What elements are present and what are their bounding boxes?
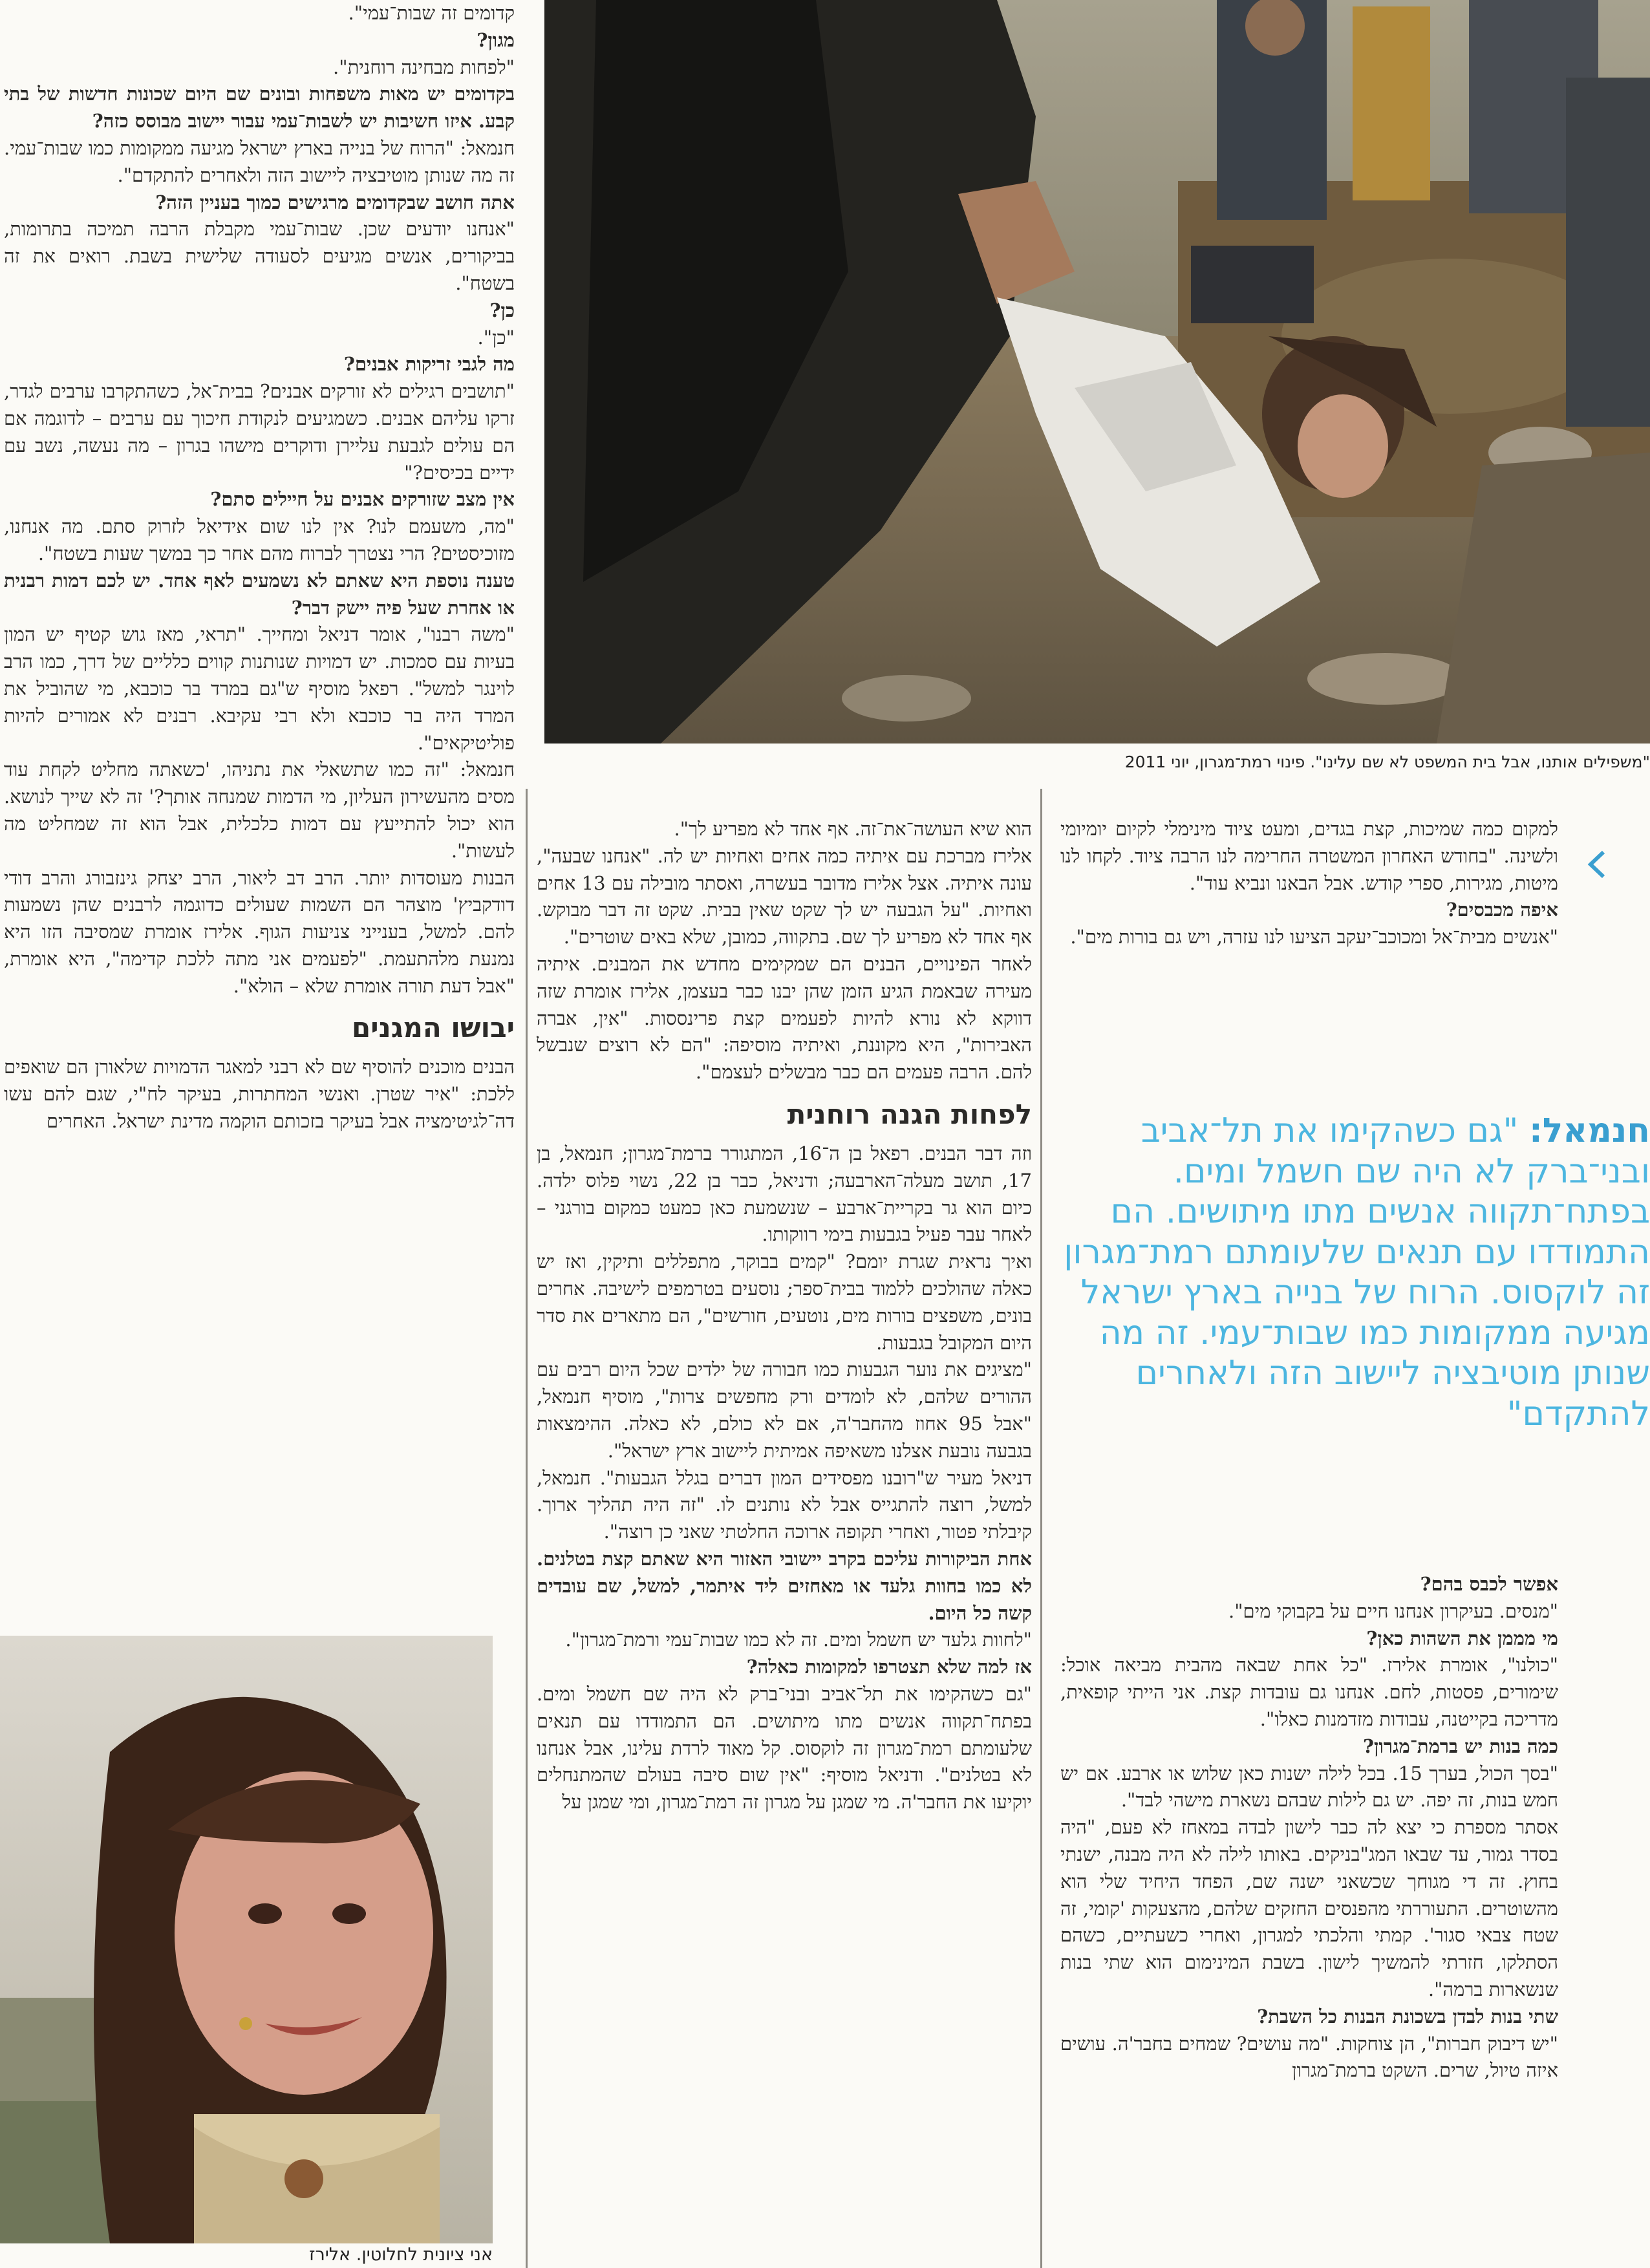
paragraph: "גם כשהקימו את תל־אביב ובני־ברק לא היה שם חשמל ומים. בפתח־תקווה אנשים מתו מיתושים. הם התמודדו עם תנאים שלעומתם רמת־מגרון זה לוקסוס. קל מאוד לרדת עלינו, אבל אנחנו לא בטלנים". ודניאל מוסיף: "אין שום סיבה בעולם שהמתנחלים יוקיעו את החבר'ה. מי שמגן על מגרון זה רמת־מגרון, ומי שמגן על [537, 1682, 1032, 1813]
main-photo [544, 0, 1650, 744]
paragraph: "כולנו", אומרת אלירז. "כל אחת שבאה מהבית מביאה אוכל: שימורים, פסטות, לחם. אנחנו גם עובדות קצת. אני הייתי קופאית, מדריכה בקייטנה, עבודות מזדמנות כאלו". [1060, 1654, 1558, 1730]
paragraph: "בסך הכול, בערך 15. בכל לילה ישנות כאן שלוש או ארבע. אם יש חמש בנות, זה יפה. יש גם לילות שבהם נשארת מישהי לבד". [1060, 1762, 1558, 1812]
paragraph: אסתר מספרת כי יצא לה כבר לישון לבדה במאחז לא פעם, "היה בסדר גמור, עד שבאו המג"בניקים. באותו לילה לא היה מבנה, ישנתי בחוץ. זה די מגוחך שכשאני ישנה שם, הפחד היחיד שלי הוא מהשוטרים. התעוררתי מהפנסים החזקים שלהם, מהצעקות 'קומי, זה שטח צבאי סגור'. קמתי והלכתי למגרון, ואחרי כשעתיים, כשהם הסתלקו, חזרתי להמשיך לישון. בשבת המינימום הוא שתי בנות שנשארות ברמה". [1060, 1816, 1558, 2000]
question: אין מצב שזורקים אבנים על חיילים סתם? [210, 488, 515, 511]
paragraph: למקום כמה שמיכות, קצת בגדים, ומעט ציוד מינימלי לקיום יומיומי ולשינה. "בחודש האחרון המשטרה החרימה לנו הרבה ציוד. לקחו לנו מיטות, מגירות, ספרי קודש. אבל הבאנו ונביא עוד". [1060, 818, 1558, 894]
question: אז למה שלא תצטרפו למקומות כאלה? [746, 1656, 1032, 1678]
right-column-bottom [1060, 1571, 1558, 2268]
middle-column [537, 816, 1032, 2268]
paragraph: הבנים מוכנים להוסיף שם לא רבני למאגר הדמויות שלאורן הם שואפים ללכת: "איר שטרן. ואנשי המחתרות, בעיקר לח"י, שגם להם עשו דה־לגיטימציה אבל בעיקר בזכותם הוקמה מדינת ישראל. האחרים [4, 1056, 515, 1133]
question: כן? [489, 299, 515, 321]
column-divider [526, 789, 528, 2268]
paragraph: הבנות מעוסדות יותר. הרב דב ליאור, הרב יצחק גינזבורג והרב דודי דודקביץ' מוצהר הם השמות שעולים כדוגמה לרבנים שהן נשמעות להם. למשל, בענייני צניעות הגוף. אלירז אומרת שמסיבה הזו היא נמנעת מלהתעמת. "לפעמים אני מתה ללכת קדימה", היא אומרת, "אבל דעת תורה אומרת שלא – הולא". [4, 866, 515, 997]
paragraph: אלירז מברכת עם איתיה כמה אחים ואחיות יש לה. "אנחנו שבעה", עונה איתיה. אצל אלירז מדובר בעשרה, ואסתר מובילה עם 13 אחים ואחיות. "על הגבעה יש לך שקט שאין בבית. שקט זה דבר מבוקש. אף אחד לא מפריע לך שם. בתקווה, כמובן, שלא באים שוטרים". [537, 844, 1032, 948]
paragraph: "מה, משעמם לנו? אין לנו שום אידיאל לזרוק סתם. מה אנחנו, מזוכיסטים? הרי נצטרך לברוח מהם אחר כך במשך שעות בשטח". [4, 515, 515, 564]
paragraph: "תושבים רגילים לא זורקים אבנים? בבית־אל, כשהתקרבו ערבים לגדר, זרקו עליהם אבנים. כשמגיעים לנקודת חיכוך עם ערבים – לדוגמה אם הם עולים לגבעת עליירן ודוקרים מישהו בגרון – מה נעשה, נשב עם ידיים בכיסים?" [4, 380, 515, 484]
paragraph: "יש דיבוק חברות", הן צוחקות. "מה עושים? שמחים בחבר'ה. עושים איזה טיול, שרים. השקט ברמת־מגרון [1060, 2032, 1558, 2082]
paragraph: קדומים זה שבות־עמי". [348, 2, 515, 24]
chevron-left-icon [1584, 848, 1610, 881]
portrait-photo [0, 1636, 493, 2243]
paragraph: "משה רבנו", אומר דניאל ומחייך. "תראי, מאז גוש קטיף יש המון בעיות עם סמכות. יש דמויות שנותנות קווים כלליים של דרך, כמו הרב לוינגר למשל". רפאל מוסיף ש"גם במרד בר כוכבא, מי שהוביל את המרד היה בר כוכבא ולא רבי עקיבא. רבנים לא אמורים להיות פוליטיקאים". [4, 623, 515, 754]
question: טענה נוספת היא שאתם לא נשמעים לאף אחד. יש לכם דמות רבנית או אחרת שעל פיה יישק דבר? [4, 569, 515, 619]
paragraph: "כן". [477, 326, 515, 348]
question: כמה בנות יש ברמת־מגרון? [1363, 1735, 1558, 1757]
left-column [4, 0, 515, 1626]
pull-quote [1051, 1111, 1650, 1518]
question: בקדומים יש מאות משפחות ובונים שם היום שכונות חדשות של בתי קבע. איזו חשיבות יש לשבות־עמי עבור יישוב מבוסס כזה? [4, 83, 515, 133]
question: מגון? [477, 28, 515, 51]
question: אתה חושב שבקדומים מרגישים כמוך בעניין הזה? [155, 191, 515, 213]
portrait-caption: אני ציונית לחלוטין. אלירז [309, 2245, 493, 2265]
question: מי מממן את השהות כאן? [1366, 1627, 1558, 1649]
portrait-image [0, 1636, 493, 2243]
question: אפשר לכבס בהם? [1420, 1573, 1558, 1595]
paragraph: "מנסים. בעיקרון אנחנו חיים על בקבוקי מים". [1228, 1599, 1558, 1622]
paragraph: "לחוות גלעד יש חשמל ומים. זה לא כמו שבות־עמי ורמת־מגרון". [565, 1629, 1032, 1651]
pull-quote-text: "גם כשהקימו את תל־אביב ובני־ברק לא היה שם חשמל ומים. בפתח־תקווה אנשים מתו מיתושים. הם התמודדו עם תנאים שלעומתם רמת־מגרון זה לוקסוס. הרוח של בנייה בארץ ישראל מגיעה ממקומות כמו שבות־עמי. זה מה שנותן מוטיבציה ליישוב הזה ולאחרים להתקדם" [1064, 1111, 1650, 1433]
section-heading: יבושו המגנים [352, 1012, 515, 1044]
question: אחת הביקורות עליכם בקרב יישובי האזור היא שאתם קצת בטלנים. לא כמו בחוות גלעד או מאחזים ליד איתמר, למשל, שם עובדים קשה כל היום. [537, 1547, 1032, 1624]
pull-quote-speaker: חנמאל: [1528, 1111, 1650, 1150]
paragraph: "אנשים מבית־אל ומכוכב־יעקב הציעו לנו עזרה, ויש גם בורות מים". [1070, 926, 1558, 948]
paragraph: "מציגים את נוער הגבעות כמו חבורה של ילדים שכל היום רבים עם ההורים שלהם, לא לומדים ורק מחפשים צרות", מוסיף חנמאל, "אבל 95 אחוז מהחבר'ה, אם לא כולם, לא כאלה. ההימצאות בגבעה נובעת אצלנו משאיפה אמיתית ליישוב ארץ ישראל". [537, 1358, 1032, 1462]
question: איפה מכבסים? [1446, 899, 1558, 921]
section-heading: לפחות הגנה רוחנית [787, 1098, 1032, 1130]
eviction-scene-image [544, 0, 1650, 744]
paragraph: וזה דבר הבנים. רפאל בן ה־16, המתגורר ברמת־מגרון; חנמאל, בן 17, תושב מעלה־הארבעה; ודניאל, כבר בן 22, נשוי פלוס ילדה. כיום הוא גר בקריית־ארבע – שנשמעת כאן כמעט כמקום בורגני – לאחר עבר פעיל בגבעות בימי רווקותו. [537, 1142, 1032, 1246]
paragraph: לאחר הפינויים, הבנים הם שמקימים מחדש את המבנים. איתיה מעירה שבאמת הגיע הזמן שהן יבנו כבר בעצמן, אלירז אומרת שזה דווקא לא נורא להיות לפעמים קצת פרינססות. "אין, אברה האבירות", היא מקוננת, ואיתיה מוסיפה: "הם לא רוצים שנבשל להם. הרבה פעמים הם כבר מבשלים לעצמם". [537, 952, 1032, 1084]
paragraph: חנמאל: "הרוח של בנייה בארץ ישראל מגיעה ממקומות כמו שבות־עמי. זה מה שנותן מוטיבציה ליישוב הזה ולאחרים להתקדם". [4, 136, 515, 186]
question: שתי בנות לבדן בשכונת הבנות כל השבת? [1257, 2005, 1558, 2027]
paragraph: "לפחות מבחינה רוחנית". [333, 56, 515, 78]
paragraph: ואיך נראית שגרת יומם? "קמים בבוקר, מתפללים ותיקין, ואז יש כאלה שהולכים ללמוד בבית־ספר; נוסעים בטרמפים לישיבה. אחרים בונים, משפצים בורות מים, נוטעים, חורשים", הם מתארים את סדר היום המקובל בגבעות. [537, 1250, 1032, 1354]
column-divider [1040, 789, 1042, 2268]
paragraph: חנמאל: "זה כמו שתשאלי את נתניהו, 'כשאתה מחליט לקחת עוד מסים מהעשירון העליון, מי הדמות שמנחה אותך?' זה לא שייך לנושא. הוא יכול להתייעץ עם דמות כלכלית, אבל הוא זה שמחליט מה לעשות". [4, 758, 515, 862]
paragraph: דניאל מעיר ש"רובנו מפסידים המון דברים בגלל הגבעות". חנמאל, למשל, רוצה להתגייס אבל לא נותנים לו. "זה היה תהליך ארוך. קיבלתי פטור, ואחרי תקופה ארוכה החלטתי שאני כן רוצה". [537, 1466, 1032, 1543]
paragraph: הוא שיא העושה־את־זה. אף אחד לא מפריע לך". [674, 818, 1032, 840]
paragraph: "אנחנו יודעים שכן. שבות־עמי מקבלת הרבה תמיכה בתרומות, בביקורים, אנשים מגיעים לסעודה שלישית בשבת. רואים את זה בשטח". [4, 218, 515, 294]
right-column-top [1060, 816, 1558, 1100]
main-photo-caption: "משפילים אותנו, אבל בית המשפט לא שם עלינו". פינוי רמת־מגרון, יוני 2011 [1124, 753, 1650, 771]
question: מה לגבי זריקות אבנים? [343, 353, 515, 376]
